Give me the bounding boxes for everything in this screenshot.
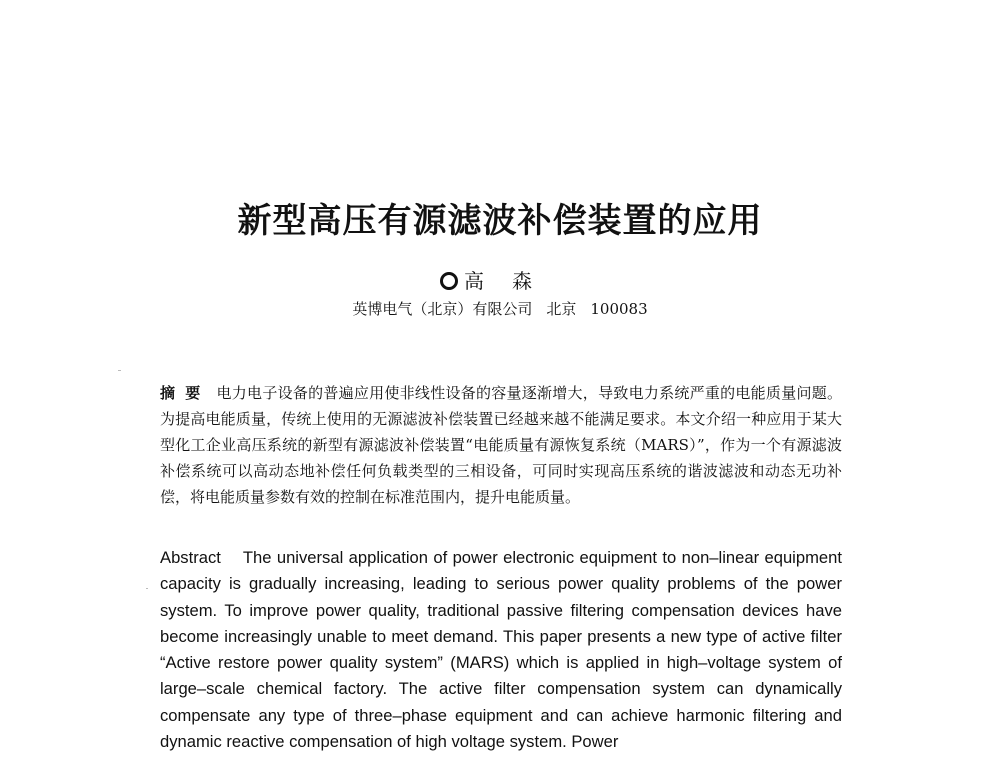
scan-speck	[118, 370, 121, 371]
author-circle-icon	[440, 272, 458, 290]
scan-speck	[146, 588, 148, 589]
affiliation-company: 英博电气（北京）有限公司	[352, 300, 533, 318]
affiliation-postcode: 100083	[590, 300, 648, 318]
paper-title: 新型高压有源滤波补偿装置的应用	[237, 201, 763, 241]
affiliation	[0, 298, 1000, 319]
abstract-english-label: Abstract	[160, 548, 221, 567]
abstract-english	[160, 545, 842, 755]
abstract-chinese	[160, 380, 842, 510]
affiliation-city: 北京	[546, 300, 577, 318]
author-line	[0, 265, 1000, 294]
abstract-english-text: The universal application of power electronic equipment to non–linear equipment capacity is gradually increasing, leading to serious power quality problems of the power system. To improve power quality, traditional passive filtering compensation devices have become increasingly unable to meet demand. This paper presents a new type of active filter “Active restore power quality system” (MARS) which is applied in high–voltage system of large–scale chemical factory. The active filter compensation system can dynamically compensate any type of three–phase equipment and can achieve harmonic filtering and dynamic reactive compensation of high voltage system. Power	[160, 548, 842, 752]
author-name: 高森	[464, 269, 560, 293]
abstract-chinese-text: 电力电子设备的普遍应用使非线性设备的容量逐渐增大，导致电力系统严重的电能质量问题。为提高电能质量，传统上使用的无源滤波补偿装置已经越来越不能满足要求。本文介绍一种应用于某大型化工企业高压系统的新型有源滤波补偿装置“电能质量有源恢复系统（MARS）”，作为一个有源滤波补偿系统可以高动态地补偿任何负载类型的三相设备，可同时实现高压系统的谐波滤波和动态无功补偿，将电能质量参数有效的控制在标准范围内，提升电能质量。	[160, 384, 842, 506]
abstract-chinese-label: 摘要	[160, 384, 211, 402]
